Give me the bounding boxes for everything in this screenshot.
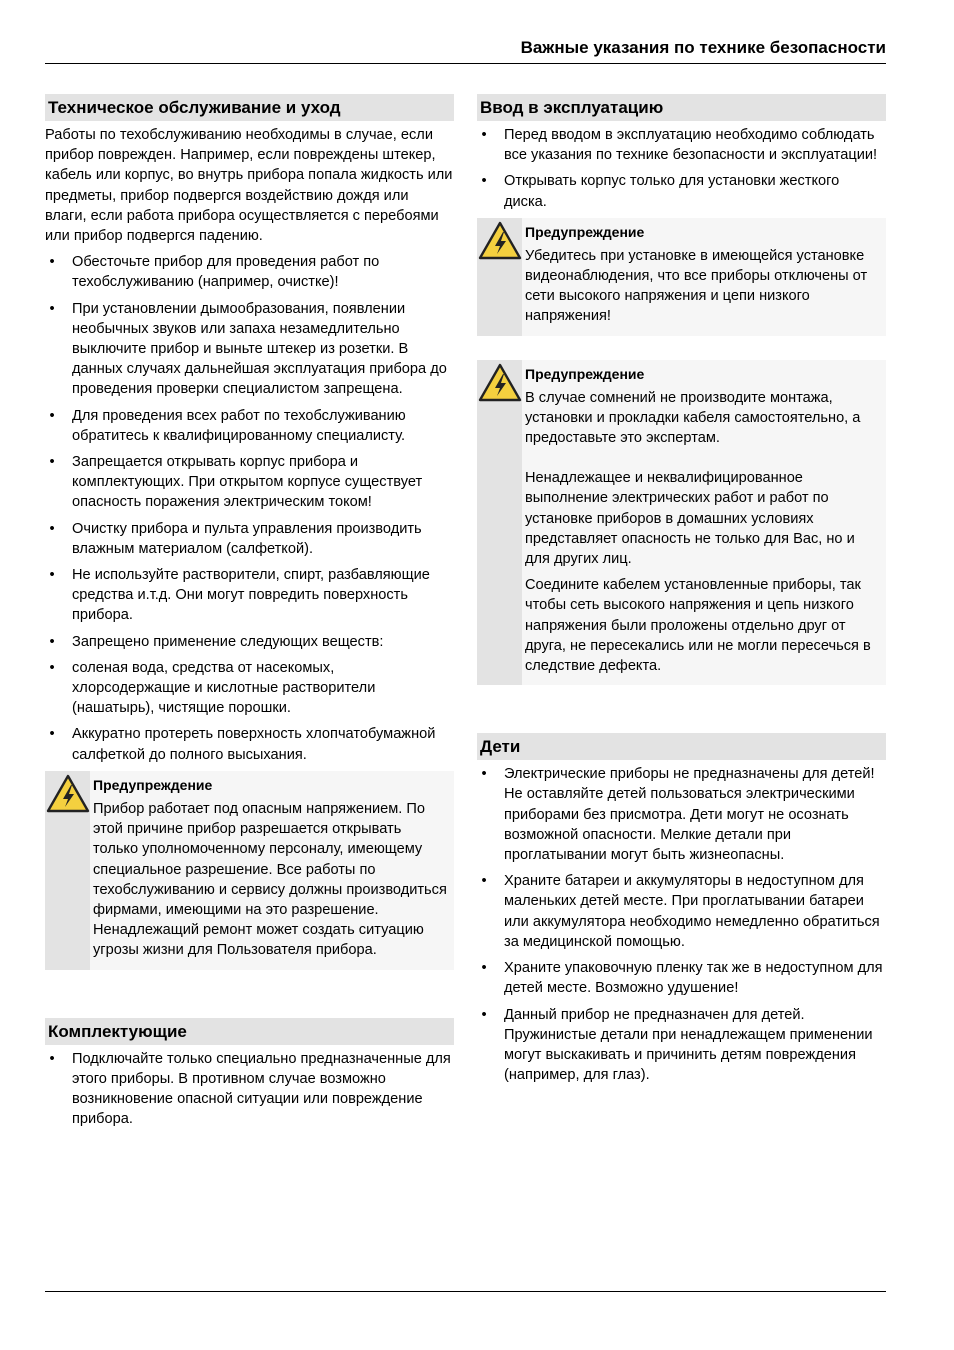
bullet: • bbox=[481, 766, 487, 783]
bullet: • bbox=[481, 1006, 487, 1023]
maintenance-list bbox=[45, 252, 454, 765]
children-list bbox=[477, 764, 886, 1085]
warning-sidebar bbox=[477, 218, 522, 336]
warning-box-commissioning-1 bbox=[477, 218, 886, 336]
list-item: • Для проведения всех работ по техобслуживанию обратитесь к квалифицированному специалисту. bbox=[45, 406, 454, 446]
bullet: • bbox=[49, 726, 55, 743]
bullet: • bbox=[49, 1050, 55, 1067]
bullet: • bbox=[49, 520, 55, 537]
section-title-children: Дети bbox=[477, 733, 886, 760]
lightning-warning-icon bbox=[478, 363, 522, 403]
list-item: • Обесточьте прибор для проведения работ по техобслуживанию (например, очистке)! bbox=[45, 252, 454, 292]
warning-text: Соедините кабелем установленные приборы, так чтобы сеть высокого напряжения и цепь низкого напряжения были проложены отдельно друг от друга, не пересекались или не могли пересечься в следствие дефекта. bbox=[525, 577, 871, 675]
bullet: • bbox=[49, 633, 55, 650]
bullet: • bbox=[49, 454, 55, 471]
bullet: • bbox=[49, 659, 55, 676]
commissioning-list bbox=[477, 125, 886, 212]
list-item: • Открывать корпус только для установки жесткого диска. bbox=[477, 171, 886, 211]
bullet: • bbox=[49, 567, 55, 584]
bullet: • bbox=[481, 960, 487, 977]
section-title-maintenance: Техническое обслуживание и уход bbox=[45, 94, 454, 121]
list-item: • Очистку прибора и пульта управления производить влажным материалом (салфеткой). bbox=[45, 519, 454, 559]
list-item: • соленая вода, средства от насекомых, хлорсодержащие и кислотные растворители (нашатырь), чистящие порошки. bbox=[45, 658, 454, 719]
list-item: • Перед вводом в эксплуатацию необходимо соблюдать все указания по технике безопасности и эксплуатации! bbox=[477, 125, 886, 165]
section-title-commissioning: Ввод в эксплуатацию bbox=[477, 94, 886, 121]
bullet: • bbox=[481, 873, 487, 890]
accessories-list bbox=[45, 1049, 454, 1130]
bullet: • bbox=[49, 407, 55, 424]
warning-text: Ненадлежащее и неквалифицированное выполнение электрических работ и работ по установке приборов в домашних условиях представляет опасность не только для Вас, но и для других лиц. bbox=[525, 470, 855, 568]
list-item: • Подключайте только специально предназначенные для этого приборы. В противном случае возможно возникновение опасной ситуации или повреждение прибора. bbox=[45, 1049, 454, 1130]
footer-rule bbox=[45, 1291, 886, 1292]
warning-box-commissioning-2 bbox=[477, 360, 886, 686]
list-item: • Не используйте растворители, спирт, разбавляющие средства и.т.д. Они могут повредить поверхность прибора. bbox=[45, 565, 454, 626]
warning-text: Убедитесь при установке в имеющейся установке видеонаблюдения, что все приборы отключены от сети высокого напряжения и цепи низкого напряжения! bbox=[525, 247, 868, 325]
list-item: • Запрещено применение следующих веществ: bbox=[45, 632, 454, 652]
warning-content bbox=[522, 218, 886, 336]
list-item: • Запрещается открывать корпус прибора и комплектующих. При открытом корпусе существует опасность поражения электрическим током! bbox=[45, 452, 454, 513]
warning-content bbox=[522, 360, 886, 686]
right-column bbox=[477, 94, 886, 1091]
list-item: • Данный прибор не предназначен для детей. Пружинистые детали при ненадлежащем применении могут выскакивать и причинить детям повреждения (например, для глаз). bbox=[477, 1005, 886, 1086]
warning-title: Предупреждение bbox=[525, 223, 645, 240]
page-title: Важные указания по технике безопасности bbox=[45, 37, 886, 64]
bullet: • bbox=[49, 254, 55, 271]
list-item: • Храните батареи и аккумуляторы в недоступном для маленьких детей месте. При проглатывании батареи или аккумулятора необходимо немедленно обратиться за медицинской помощью. bbox=[477, 871, 886, 952]
warning-box-maintenance bbox=[45, 771, 454, 970]
warning-text: Прибор работает под опасным напряжением. По этой причине прибор разрешается открывать только уполномоченному персоналу, имеющему специальное разрешение. Все работы по техобслуживанию и сервису должны производиться фирмами, имеющими на это разрешение. Ненадлежащий ремонт может создать ситуацию угрозы жизни для Пользователя прибора. bbox=[93, 800, 447, 959]
bullet: • bbox=[49, 300, 55, 317]
list-item: • Аккуратно протереть поверхность хлопчатобумажной салфеткой до полного высыхания. bbox=[45, 724, 454, 764]
maintenance-intro: Работы по техобслуживанию необходимы в случае, если прибор поврежден. Например, если повреждены штекер, кабель или корпус, во внутрь прибора попала жидкость или предметы, прибор подвергся воздействию дождя или влаги, если работа прибора осуществляется с перебоями или прибор подвергся падению. bbox=[45, 127, 453, 245]
bullet: • bbox=[481, 173, 487, 190]
bullet: • bbox=[481, 127, 487, 143]
warning-title: Предупреждение bbox=[525, 365, 645, 382]
lightning-warning-icon bbox=[478, 221, 522, 261]
list-item: • Храните упаковочную пленку так же в недоступном для детей месте. Возможно удушение! bbox=[477, 958, 886, 998]
list-item: • Электрические приборы не предназначены для детей! Не оставляйте детей пользоваться электрическими приборами без присмотра. Дети могут не осознать возможной опасности. Мелкие детали при проглатывании могут быть жизнеопасны. bbox=[477, 764, 886, 865]
left-column bbox=[45, 94, 454, 1135]
warning-sidebar bbox=[45, 771, 90, 970]
warning-sidebar bbox=[477, 360, 522, 686]
warning-text: В случае сомнений не производите монтажа, установки и прокладки кабеля самостоятельно, а предоставьте это экспертам. bbox=[525, 389, 861, 447]
list-item: • При установлении дымообразования, появлении необычных звуков или запаха незамедлительно выключите прибор и выньте штекер из розетки. В данных случаях дальнейшая эксплуатация прибора до проведения проверки специалистом запрещена. bbox=[45, 299, 454, 400]
warning-title: Предупреждение bbox=[93, 776, 213, 793]
section-title-accessories: Комплектующие bbox=[45, 1018, 454, 1045]
lightning-warning-icon bbox=[46, 774, 90, 814]
warning-content bbox=[90, 771, 454, 970]
